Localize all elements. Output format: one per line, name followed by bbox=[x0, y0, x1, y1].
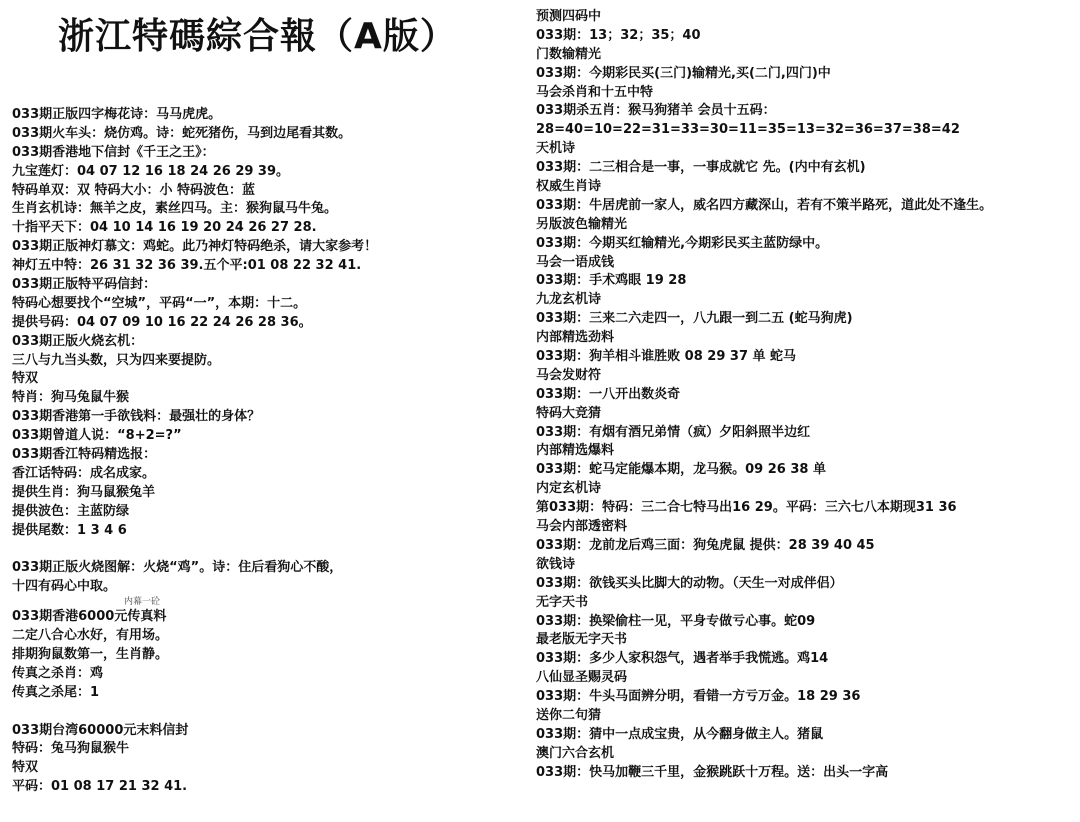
text-line: 033期：手术鸡眼 19 28 bbox=[536, 273, 687, 289]
text-line: 无字天书 bbox=[536, 594, 589, 610]
text-line bbox=[12, 703, 532, 722]
text-line: 28=40=10=22=31=33=30=11=35=13=32=36=37=38=42 bbox=[536, 122, 960, 138]
text-line: 另版波色输精光 bbox=[536, 216, 628, 232]
text-line: 内部精选劲料 bbox=[536, 330, 615, 346]
text-line: 033期台湾60000元末料信封 bbox=[12, 722, 189, 738]
text-line: 马会发财符 bbox=[536, 367, 602, 383]
text-line: 033期：今期买红输精光,今期彩民买主蓝防绿中。 bbox=[536, 235, 829, 251]
text-line: 十四有码心中取。 bbox=[12, 579, 117, 595]
text-line: 第033期：特码：三二合七特马出16 29。平码：三六七八本期现31 36 bbox=[536, 500, 957, 516]
text-line: 平码：01 08 17 21 32 41. bbox=[12, 779, 188, 795]
text-line: 最老版无字天书 bbox=[536, 632, 628, 648]
text-line: 033期：狗羊相斗谁胜败 08 29 37 单 蛇马 bbox=[536, 349, 797, 365]
page-title: 浙江特碼綜合報（A版） bbox=[58, 16, 457, 57]
text-line: 033期：有烟有酒兄弟情（疯）夕阳斜照半边红 bbox=[536, 424, 811, 440]
text-line: 033期香江特码精选报： bbox=[12, 447, 157, 463]
text-line: 033期正版神灯慕文：鸡蛇。此乃神灯特码绝杀，请大家参考！ bbox=[12, 239, 378, 255]
text-line: 传真之杀尾：1 bbox=[12, 684, 100, 700]
text-line: 033期：龙前龙后鸡三面：狗兔虎鼠 提供：28 39 40 45 bbox=[536, 537, 875, 553]
text-line: 马会一语成钱 bbox=[536, 254, 615, 270]
text-line: 内部精选爆料 bbox=[536, 443, 615, 459]
text-line: 送你二句猜 bbox=[536, 707, 602, 723]
text-line: 特双 bbox=[12, 760, 39, 776]
text-line: 033期：二三相合是一事，一事成就它 先。(内中有玄机) bbox=[536, 160, 866, 176]
text-line: 特码：兔马狗鼠猴牛 bbox=[12, 741, 130, 757]
text-line: 九龙玄机诗 bbox=[536, 292, 602, 308]
text-line: 二定八合心水好，有用场。 bbox=[12, 628, 169, 644]
text-line: 内幕一砼 bbox=[124, 597, 161, 608]
text-line: 033期香港6000元传真料 bbox=[12, 609, 167, 625]
text-line: 033期：13；32；35；40 bbox=[536, 27, 701, 43]
text-line: 提供生肖：狗马鼠猴兔羊 bbox=[12, 484, 156, 500]
text-line: 033期：三来二六走四一，八九跟一到二五 (蛇马狗虎) bbox=[536, 311, 853, 327]
text-line: 特码大竞猜 bbox=[536, 405, 602, 421]
text-line: 033期曾道人说：“8+2=?” bbox=[12, 428, 182, 444]
text-line: 033期：牛居虎前一家人，威名四方藏深山，若有不策半路死，道此处不逢生。 bbox=[536, 197, 993, 213]
text-line: 033期杀五肖：猴马狗猪羊 会员十五码： bbox=[536, 103, 776, 119]
text-line: 提供波色：主蓝防绿 bbox=[12, 503, 130, 519]
text-line: 033期：换梁偷柱一见，平身专做亏心事。蛇09 bbox=[536, 613, 816, 629]
text-line: 门数输精光 bbox=[536, 46, 602, 62]
text-line: 特码单双：双 特码大小：小 特码波色：蓝 bbox=[12, 182, 256, 198]
text-line: 033期：多少人家积怨气，遇者举手我慌逃。鸡14 bbox=[536, 651, 829, 667]
text-line: 033期正版火烧图解：火烧“鸡”。诗：住后看狗心不酸， bbox=[12, 560, 343, 576]
text-line: 033期正版特平码信封： bbox=[12, 277, 157, 293]
text-line: 马会内部透密料 bbox=[536, 519, 628, 535]
text-line: 033期：蛇马定能爆本期，龙马猴。09 26 38 单 bbox=[536, 462, 826, 478]
text-line: 香江话特码：成名成家。 bbox=[12, 465, 156, 481]
text-line: 八仙显圣赐灵码 bbox=[536, 670, 628, 686]
text-line: 033期：欲钱买头比脚大的动物。（天生一对成伴侣） bbox=[536, 575, 843, 591]
text-line: 预测四码中 bbox=[536, 9, 602, 24]
text-line: 特码心想要找个“空城”，平码“一”，本期：十二。 bbox=[12, 295, 307, 311]
text-line: 欲钱诗 bbox=[536, 556, 576, 572]
text-line: 033期火车头：烧仿鸡。诗：蛇死猪伤，马到边尾看其数。 bbox=[12, 125, 352, 141]
text-line: 033期正版四字梅花诗：马马虎虎。 bbox=[12, 107, 222, 122]
text-line: 十指平天下：04 10 14 16 19 20 24 26 27 28. bbox=[12, 220, 317, 236]
text-line: 生肖玄机诗：無羊之皮，素丝四马。主：猴狗鼠马牛兔。 bbox=[12, 201, 338, 217]
text-line: 三八与九当头数，只为四来要提防。 bbox=[12, 352, 221, 368]
text-line bbox=[12, 540, 532, 559]
text-line: 澳门六合玄机 bbox=[536, 745, 615, 761]
text-line: 033期正版火烧玄机： bbox=[12, 333, 144, 349]
text-line: 033期：快马加鞭三千里，金猴跳跃十万程。送：出头一字高 bbox=[536, 764, 889, 780]
text-line: 内定玄机诗 bbox=[536, 481, 602, 497]
text-line: 提供号码：04 07 09 10 16 22 24 26 28 36。 bbox=[12, 314, 312, 330]
text-line: 权威生肖诗 bbox=[536, 179, 602, 195]
text-line: 传真之杀肖：鸡 bbox=[12, 665, 104, 681]
text-line: 特肖：狗马兔鼠牛猴 bbox=[12, 390, 130, 406]
text-line: 033期香港第一手欲钱料：最强壮的身体？ bbox=[12, 409, 261, 425]
text-line: 神灯五中特：26 31 32 36 39.五个平:01 08 22 32 41. bbox=[12, 258, 362, 274]
text-line: 033期香港地下信封《千王之王》： bbox=[12, 144, 215, 160]
text-line: 九宝莲灯：04 07 12 16 18 24 26 29 39。 bbox=[12, 163, 290, 179]
text-line: 033期：今期彩民买(三门)输精光,买(二门,四门)中 bbox=[536, 65, 831, 81]
left-column bbox=[12, 106, 532, 797]
text-line: 天机诗 bbox=[536, 141, 576, 157]
text-line: 马会杀肖和十五中特 bbox=[536, 84, 654, 100]
text-line: 特双 bbox=[12, 371, 39, 387]
text-line: 033期：牛头马面辨分明，看错一方亏万金。18 29 36 bbox=[536, 689, 861, 705]
text-line: 033期：猜中一点成宝贵，从今翻身做主人。猪鼠 bbox=[536, 726, 824, 742]
text-line: 033期：一八开出数炎奇 bbox=[536, 386, 681, 402]
text-line: 排期狗鼠数第一，生肖静。 bbox=[12, 646, 169, 662]
text-line: 提供尾数：1 3 4 6 bbox=[12, 522, 127, 538]
right-column bbox=[536, 8, 1076, 783]
